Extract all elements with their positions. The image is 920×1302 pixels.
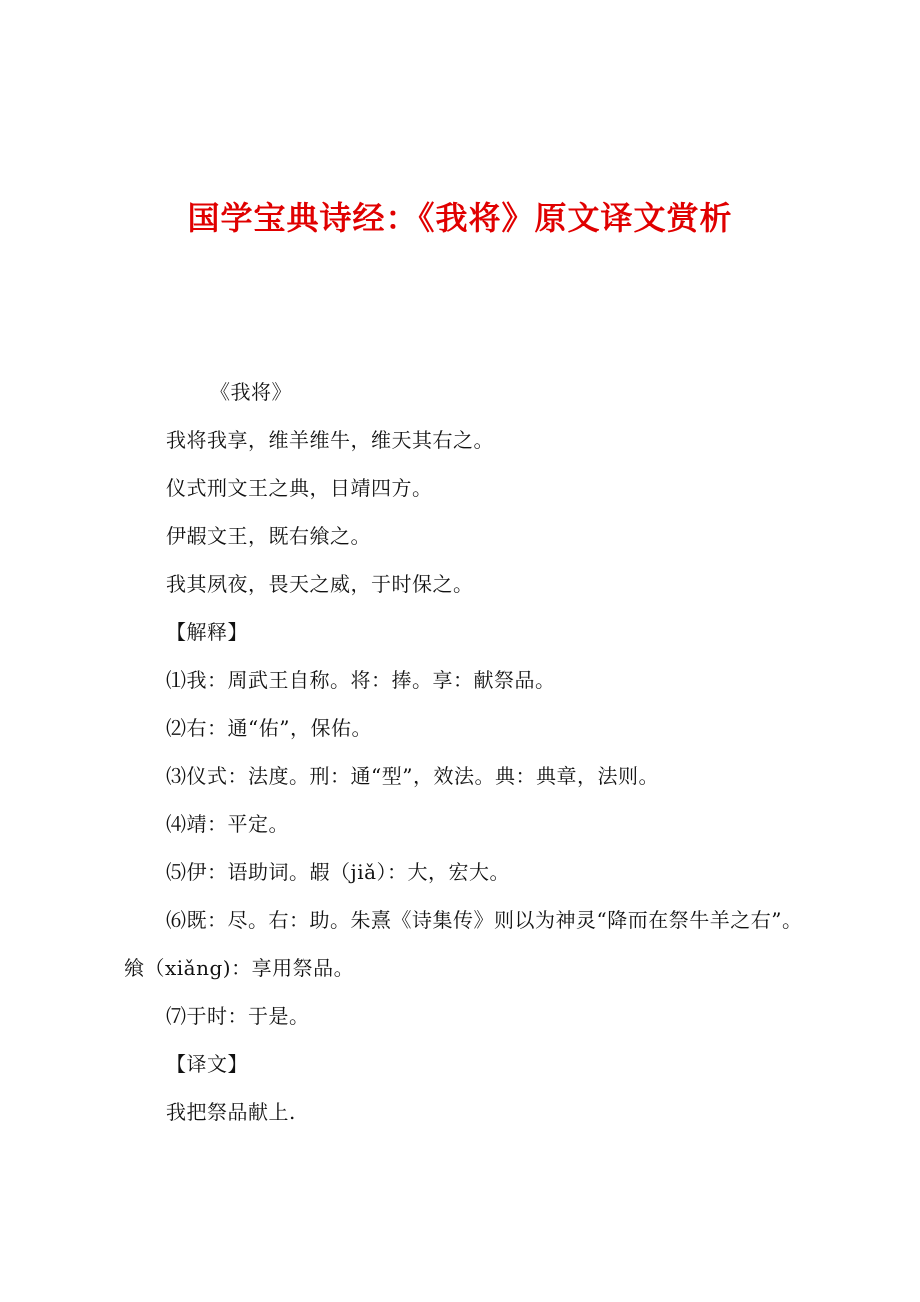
notes-heading: 【解释】	[166, 620, 248, 644]
document-title: 国学宝典诗经：《我将》原文译文赏析	[187, 199, 733, 237]
note-item: ⑸伊：语助词。嘏（jiǎ）：大，宏大。	[166, 860, 511, 884]
document-body	[124, 368, 814, 1136]
translation-heading: 【译文】	[166, 1052, 248, 1076]
poem-line: 我其夙夜，畏天之威，于时保之。	[166, 572, 474, 596]
note-item: ⑴我：周武王自称。将：捧。享：献祭品。	[166, 668, 556, 692]
poem-title: 《我将》	[210, 380, 292, 404]
translation-line: 我把祭品献上.	[166, 1100, 296, 1124]
note-item: ⑹既：尽。右：助。朱熹《诗集传》则以为神灵“降而在祭牛羊之右”。飨（xiǎng)：享用祭品。	[124, 908, 803, 980]
poem-line: 仪式刑文王之典，日靖四方。	[166, 476, 433, 500]
poem-line: 伊嘏文王，既右飨之。	[166, 524, 371, 548]
poem-line: 我将我享，维羊维牛，维天其右之。	[166, 428, 494, 452]
note-item: ⑵右：通“佑”，保佑。	[166, 716, 372, 740]
note-item: ⑺于时：于是。	[166, 1004, 310, 1028]
note-item: ⑷靖：平定。	[166, 812, 289, 836]
note-item: ⑶仪式：法度。刑：通“型”，效法。典：典章，法则。	[166, 764, 659, 788]
